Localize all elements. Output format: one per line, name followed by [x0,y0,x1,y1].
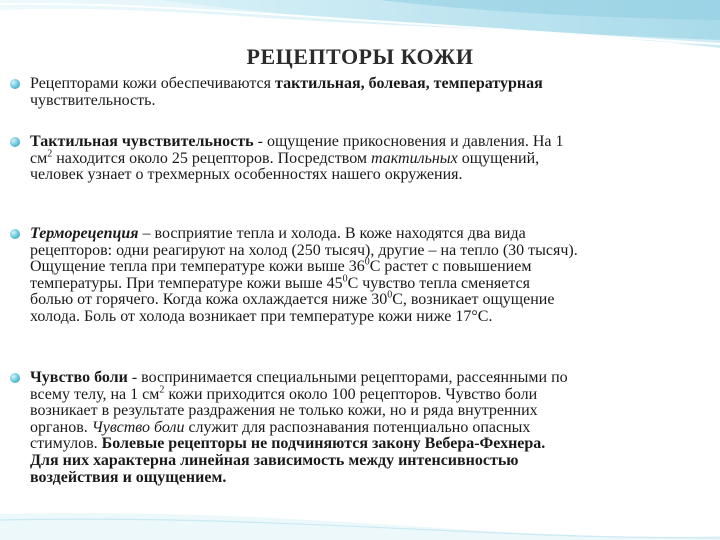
paragraph-text: стимулов. Болевые рецепторы не подчиняются закону Вебера-Фехнера. [30,435,546,453]
paragraph-text: холода. Боль от холода возникает при температуре кожи ниже 17°С. [30,307,493,325]
content [10,76,710,510]
paragraph-text: Рецепторами кожи обеспечиваются тактильная, болевая, температурная [30,75,543,92]
paragraph-text: человек узнает о трехмерных особенностях нашего окружения. [30,166,463,184]
paragraph-text: Терморецепция – восприятие тепла и холода. В коже находятся два вида [30,225,526,242]
list-item-tactile [10,134,710,226]
bullet-icon [10,373,20,383]
paragraph-text: $см^2$ находится около 25 рецепторов. Посредством тактильных ощущений, [30,148,540,167]
bullet-icon [10,137,20,147]
paragraph-text: воздействия и ощущением. [30,468,227,486]
list-item-thermoreception [10,226,710,370]
paragraph-text: органов. Чувство боли служит для распознавания потенциально опасных [30,418,531,436]
paragraph-text: всему телу, на 1 $см^2$ кожи приходится около 100 рецепторов. Чувство боли [30,384,538,403]
bullet-icon [10,79,20,89]
list-item-receptors [10,76,710,134]
paragraph-text: возникает в результате раздражения не только кожи, но и ряда внутренних [30,402,538,420]
paragraph-text: чувствительность. [30,91,156,109]
paragraph-text: температуры. При температуре кожи выше $45^0С$ чувство тепла сменяется [30,273,531,292]
paragraph-text: Ощущение тепла при температуре кожи выше $36^0С$ растет с повышением [30,256,532,276]
paragraph-text: рецепторов: одни реагируют на холод (250 тысяч), другие – на тепло (30 тысяч). [30,241,578,259]
bullet-icon [10,229,20,239]
list-item-pain [10,370,710,510]
paragraph-text: Тактильная чувствительность - ощущение прикосновения и давления. На 1 [30,133,564,150]
paragraph-text: болью от горячего. Когда кожа охлаждается ниже $30^0С$, возникает ощущение [30,290,555,309]
paragraph-text: Чувство боли - воспринимается специальными рецепторами, рассеянными по [30,369,568,386]
page-title: РЕЦЕПТОРЫ КОЖИ [246,44,474,69]
paragraph-text: Для них характерна линейная зависимость между интенсивностью [30,451,519,469]
